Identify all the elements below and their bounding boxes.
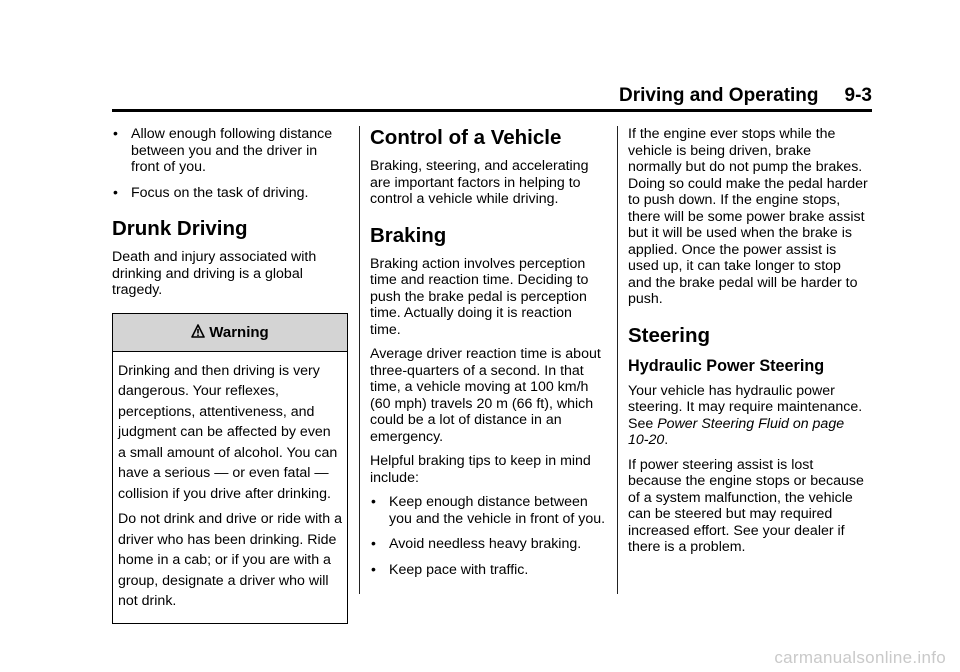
page-header [112, 86, 872, 106]
bullet-icon: • [371, 493, 376, 509]
drunk-driving-heading: Drunk Driving [112, 217, 248, 240]
power-steering-fluid-link[interactable]: Power Steering Fluid on page 10-20 [628, 415, 845, 448]
engine-stop-text: If the engine ever stops while the vehicle is being driven, brake normally but do not pump the brakes. Doing so could make the pedal harder to push down. If the engine stops, there will be some power brake assist but it will be used when the brake is applied. Once the power assist is used up, it can take longer to stop and the brake pedal will be harder to push. [628, 126, 868, 307]
column-divider-1 [359, 126, 360, 594]
bullet-icon: • [113, 183, 118, 200]
hydraulic-text-end: . [664, 432, 669, 448]
list-item [370, 562, 606, 579]
list-item-text: Keep pace with traffic. [389, 561, 529, 578]
list-item-text: Keep enough distance between you and the vehicle in front of you. [389, 494, 606, 527]
drunk-driving-text: Death and injury associated with drinking and driving is a global tragedy. [112, 249, 317, 298]
list-item [112, 126, 348, 176]
hydraulic-text-start: Your vehicle has hydraulic power steering. It may require maintenance. See [628, 382, 863, 432]
steering-heading: Steering [628, 323, 711, 347]
list-item-text: Focus on the task of driving. [131, 184, 309, 201]
warning-header [113, 314, 347, 352]
braking-paragraph: Braking action involves perception time and reaction time. Deciding to push the brake pedal is perception time. Actually doing it is reaction time. [370, 255, 589, 338]
braking-heading: Braking [370, 223, 447, 247]
list-item [112, 185, 348, 202]
column-2 [370, 126, 606, 587]
column-3 [628, 126, 868, 564]
section-title: Driving and Operating [619, 85, 819, 106]
watermark: carmanualsonline.info [774, 648, 946, 667]
page-number: 9-3 [844, 85, 872, 106]
steering-lost-text: If power steering assist is lost because the engine stops or because of a system malfunction, the vehicle can be steered but may required increased effort. See your dealer if there is a problem. [628, 456, 864, 555]
bullet-icon: • [371, 560, 376, 577]
warning-box [112, 313, 348, 624]
hydraulic-text [628, 383, 868, 449]
column-1 [112, 126, 348, 624]
bullet-icon: • [113, 125, 118, 141]
warning-paragraph: Drinking and then driving is very dangerous. Your reflexes, perceptions, attentiveness, and judgment can be affected by even a small amount of alcohol. You can have a serious — or even fatal — collision if you drive after drinking. [118, 362, 338, 502]
bullet-icon: • [371, 535, 376, 551]
column-divider-2 [617, 126, 618, 594]
list-item [370, 536, 606, 553]
braking-paragraph: Average driver reaction time is about three-quarters of a second. In that time, a vehicle moving at 100 km/h (60 mph) travels 20 m (66 ft), which could be a lot of distance in an emergency. [370, 346, 601, 445]
control-heading: Control of a Vehicle [370, 126, 562, 149]
warning-triangle-icon [191, 324, 205, 339]
warning-title: Warning [209, 323, 269, 341]
header-rule [112, 109, 872, 112]
control-text: Braking, steering, and accelerating are important factors in helping to control a vehicle while driving. [370, 158, 589, 207]
hydraulic-heading: Hydraulic Power Steering [628, 356, 825, 375]
braking-paragraph: Helpful braking tips to keep in mind include: [370, 453, 591, 486]
warning-paragraph: Do not drink and drive or ride with a driver who has been drinking. Ride home in a cab; or if you are with a group, designate a driver who will not drink. [118, 511, 342, 609]
list-item-text: Avoid needless heavy braking. [389, 536, 582, 552]
list-item-text: Allow enough following distance between you and the driver in front of you. [131, 126, 333, 175]
list-item [370, 494, 606, 527]
warning-body [113, 352, 347, 623]
